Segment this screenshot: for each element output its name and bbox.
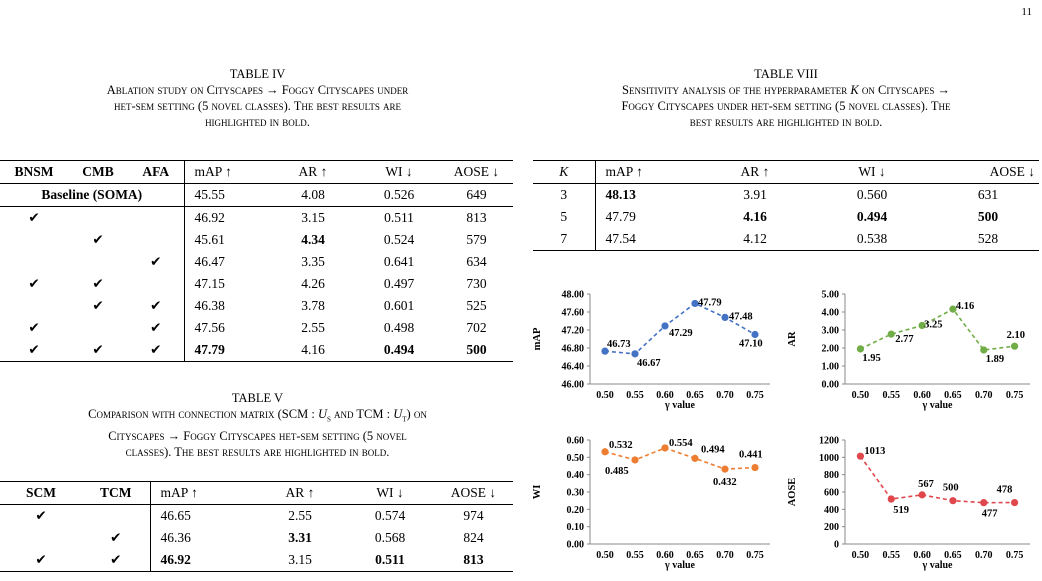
y-axis-label: mAP <box>532 327 543 351</box>
table5-cell: 46.36 <box>150 527 254 549</box>
table4-cell: 47.56 <box>184 317 268 339</box>
y-tick-label: 5.00 <box>821 289 839 301</box>
table4-baseline-label: Baseline (SOMA) <box>41 187 143 202</box>
x-tick-label: 0.75 <box>746 390 764 401</box>
check-mark: ✔ <box>35 508 47 523</box>
table8-cell: 7 <box>560 231 568 246</box>
data-label: 1.95 <box>862 352 881 364</box>
table4-cell: 0.497 <box>383 276 415 291</box>
x-axis-label: γ value <box>922 400 953 411</box>
data-label: 2.10 <box>1006 330 1025 342</box>
check-mark <box>0 229 68 251</box>
table4-cell: 525 <box>466 298 487 313</box>
table5-cell: 0.568 <box>374 530 406 545</box>
x-tick-label: 0.70 <box>716 550 734 561</box>
table5-cell: 813 <box>463 552 484 567</box>
table-row <box>0 549 513 572</box>
gamma-sensitivity-charts <box>530 280 1042 580</box>
y-tick-label: 4.00 <box>821 307 839 319</box>
data-point <box>888 495 895 502</box>
table8-caption-line: Foggy Cityscapes under het-sem setting (5 novel classes). The <box>621 99 951 113</box>
table4-cell: 46.92 <box>184 207 268 230</box>
table-row <box>0 527 513 549</box>
y-tick-label: 800 <box>824 470 839 482</box>
check-mark: ✔ <box>150 342 162 357</box>
x-tick-label: 0.75 <box>746 550 764 561</box>
table4-header: AOSE ↓ <box>453 164 500 179</box>
data-label: 478 <box>996 484 1013 496</box>
x-tick-label: 0.60 <box>913 550 931 561</box>
table8-cell: 5 <box>560 209 568 224</box>
check-mark: ✔ <box>110 530 122 545</box>
table-row <box>0 295 513 317</box>
x-tick-label: 0.70 <box>975 390 993 401</box>
data-point <box>1011 343 1018 350</box>
table8-header: AOSE ↓ <box>989 164 1035 179</box>
check-mark <box>68 251 128 273</box>
check-mark <box>128 229 184 251</box>
x-tick-label: 0.50 <box>851 550 870 561</box>
y-tick-label: 46.80 <box>561 343 584 355</box>
table4-cell: 3.15 <box>301 210 325 225</box>
data-point <box>751 331 758 338</box>
y-tick-label: 2.00 <box>821 343 839 355</box>
data-label: 519 <box>893 505 909 517</box>
table8-cell: 4.12 <box>743 231 767 246</box>
table4-cell: 634 <box>466 254 487 269</box>
table8-header: WI ↓ <box>858 164 886 179</box>
table-row <box>533 228 1039 251</box>
data-label: 46.67 <box>637 357 661 369</box>
check-mark: ✔ <box>28 276 40 291</box>
x-tick-label: 0.60 <box>656 550 674 561</box>
x-tick-label: 0.70 <box>716 390 734 401</box>
table8-cell: 47.54 <box>595 228 703 251</box>
table5-caption-line: classes). The best results are highlighted in bold. <box>125 444 390 459</box>
table5 <box>0 481 513 572</box>
y-tick-label: 0.50 <box>566 452 584 464</box>
table4-cell: 46.47 <box>184 251 268 273</box>
table8-caption-line: best results are highlighted in bold. <box>689 115 883 129</box>
data-label: 46.73 <box>607 339 631 351</box>
table4-header: AR ↑ <box>298 164 328 179</box>
y-tick-label: 200 <box>824 522 839 534</box>
table4-header: AFA <box>142 164 170 179</box>
data-point <box>949 497 956 504</box>
table5-header: mAP ↑ <box>150 482 254 505</box>
data-label: 0.432 <box>713 477 737 489</box>
table4-cell: 45.55 <box>184 184 268 207</box>
check-mark <box>0 251 68 273</box>
table4-cell: 579 <box>466 232 487 247</box>
data-label: 4.16 <box>955 301 975 313</box>
data-point <box>661 322 668 329</box>
table8-header: mAP ↑ <box>595 161 703 184</box>
table5-caption-line: Cityscapes → Foggy Cityscapes het-sem setting (5 novel <box>108 428 407 443</box>
data-label: 1013 <box>864 446 886 458</box>
table8-cell: 528 <box>977 231 999 246</box>
data-point <box>1011 499 1018 506</box>
y-tick-label: 0.00 <box>821 379 839 391</box>
table4-caption-line: Ablation study on Cityscapes → Foggy Cityscapes under <box>106 83 409 97</box>
table-row <box>0 251 513 273</box>
x-tick-label: 0.55 <box>626 550 644 561</box>
y-tick-label: 1.00 <box>821 361 839 373</box>
table4-cell: 0.526 <box>383 187 415 202</box>
data-point <box>631 350 638 357</box>
y-axis-label: WI <box>532 484 543 500</box>
table4-caption-line: het-sem setting (5 novel classes). The best results are <box>114 99 401 113</box>
check-mark: ✔ <box>35 552 47 567</box>
table4-cell: 813 <box>466 210 487 225</box>
table4 <box>0 160 513 362</box>
x-tick-label: 0.55 <box>626 390 644 401</box>
table5-cell: 0.574 <box>374 508 406 523</box>
table4-header: mAP ↑ <box>184 161 268 184</box>
check-mark: ✔ <box>150 298 162 313</box>
table8-header: AR ↑ <box>740 164 770 179</box>
data-point <box>721 466 728 473</box>
table4-cell: 4.26 <box>301 276 325 291</box>
table-row <box>0 505 513 528</box>
table-row <box>533 184 1039 207</box>
table4-cell: 3.35 <box>301 254 325 269</box>
data-label: 477 <box>981 508 998 520</box>
check-mark: ✔ <box>110 552 122 567</box>
check-mark: ✔ <box>92 232 104 247</box>
table4-cell: 3.78 <box>301 298 325 313</box>
x-tick-label: 0.65 <box>944 390 962 401</box>
data-point <box>601 448 608 455</box>
y-tick-label: 400 <box>824 504 839 516</box>
check-mark: ✔ <box>150 320 162 335</box>
check-mark <box>68 207 128 230</box>
data-label: 500 <box>942 482 959 494</box>
data-point <box>721 314 728 321</box>
table5-cell: 3.15 <box>288 552 312 567</box>
x-tick-label: 0.50 <box>596 550 614 561</box>
table4-cell: 4.08 <box>301 187 325 202</box>
table4-caption <box>0 66 515 130</box>
x-tick-label: 0.65 <box>944 550 962 561</box>
table-row <box>0 207 513 230</box>
table5-cell: 824 <box>463 530 484 545</box>
table4-cell: 47.79 <box>184 339 268 362</box>
data-label: 1.89 <box>985 353 1005 365</box>
data-label: 0.441 <box>739 449 763 461</box>
check-mark <box>128 207 184 230</box>
y-tick-label: 0.60 <box>566 435 584 447</box>
data-point <box>888 331 895 338</box>
data-label: 47.79 <box>698 297 722 309</box>
table-row <box>0 273 513 295</box>
table5-header: TCM <box>100 485 132 500</box>
series-line <box>860 456 1014 502</box>
table8-header: K <box>559 164 569 179</box>
data-label: 47.29 <box>669 327 693 339</box>
table8 <box>533 160 1039 251</box>
table8-title: TABLE VIII <box>754 67 818 81</box>
data-point <box>751 464 758 471</box>
table-row <box>0 229 513 251</box>
table8-cell: 500 <box>977 209 999 224</box>
table8-cell: 47.79 <box>595 206 703 228</box>
check-mark: ✔ <box>28 342 40 357</box>
table5-cell: 46.65 <box>150 505 254 528</box>
y-tick-label: 3.00 <box>821 325 839 337</box>
table5-cell: 2.55 <box>288 508 312 523</box>
table4-cell: 46.38 <box>184 295 268 317</box>
data-label: 47.48 <box>729 311 753 323</box>
data-point <box>980 499 987 506</box>
table4-cell: 45.61 <box>184 229 268 251</box>
data-point <box>980 346 987 353</box>
x-axis-label: γ value <box>665 400 695 411</box>
table4-cell: 0.641 <box>383 254 415 269</box>
check-mark <box>128 273 184 295</box>
table5-header: AOSE ↓ <box>450 485 497 500</box>
data-point <box>661 444 668 451</box>
y-tick-label: 48.00 <box>561 289 584 301</box>
table4-caption-line: highlighted in bold. <box>205 115 310 129</box>
table-row <box>0 317 513 339</box>
y-tick-label: 0.30 <box>566 487 584 499</box>
x-tick-label: 0.65 <box>686 390 704 401</box>
y-tick-label: 47.20 <box>561 325 584 337</box>
y-tick-label: 1000 <box>819 452 839 464</box>
table-row <box>0 339 513 362</box>
table8-cell: 631 <box>977 187 999 202</box>
check-mark: ✔ <box>92 276 104 291</box>
table4-header: BNSM <box>14 164 54 179</box>
table4-cell: 0.524 <box>383 232 415 247</box>
check-mark <box>68 317 128 339</box>
table5-cell: 46.92 <box>150 549 254 572</box>
table5-header: SCM <box>26 485 56 500</box>
check-mark: ✔ <box>92 298 104 313</box>
table5-header: WI ↓ <box>376 485 404 500</box>
data-label: 567 <box>918 478 934 490</box>
table4-cell: 4.34 <box>301 232 325 247</box>
check-mark <box>0 527 82 549</box>
data-point <box>918 491 925 498</box>
data-point <box>691 455 698 462</box>
table5-cell: 3.31 <box>288 530 312 545</box>
data-label: 3.25 <box>924 319 943 331</box>
table4-cell: 47.15 <box>184 273 268 295</box>
data-point <box>857 453 864 460</box>
data-label: 0.554 <box>669 437 693 449</box>
x-tick-label: 0.75 <box>1005 390 1024 401</box>
table4-cell: 0.494 <box>383 342 415 357</box>
check-mark: ✔ <box>150 254 162 269</box>
y-tick-label: 1200 <box>819 435 839 447</box>
table5-header: AR ↑ <box>285 485 315 500</box>
x-tick-label: 0.55 <box>882 390 900 401</box>
table4-header: CMB <box>82 164 114 179</box>
y-tick-label: 0 <box>834 539 839 551</box>
check-mark: ✔ <box>28 320 40 335</box>
y-tick-label: 0.10 <box>566 522 584 534</box>
y-tick-label: 0.40 <box>566 470 584 482</box>
table8-cell: 3.91 <box>743 187 767 202</box>
page-number: 11 <box>1021 6 1032 18</box>
table5-caption-line: Comparison with connection matrix (SCM : $U_s$ and TCM : $U_t$) on <box>88 407 427 425</box>
check-mark: ✔ <box>28 210 40 225</box>
data-point <box>857 345 864 352</box>
table5-caption <box>0 390 515 460</box>
table8-caption <box>530 66 1042 130</box>
table4-cell: 0.498 <box>383 320 415 335</box>
data-label: 0.485 <box>605 465 629 477</box>
table8-caption-line: Sensitivity analysis of the hyperparameter K on Cityscapes → <box>622 83 950 97</box>
table-row <box>533 206 1039 228</box>
y-tick-label: 46.40 <box>561 361 584 373</box>
x-tick-label: 0.55 <box>882 550 900 561</box>
y-tick-label: 0.00 <box>566 539 584 551</box>
x-axis-label: γ value <box>665 560 695 571</box>
y-tick-label: 46.00 <box>561 379 584 391</box>
x-tick-label: 0.60 <box>913 390 931 401</box>
table4-cell: 500 <box>466 342 487 357</box>
check-mark <box>0 295 68 317</box>
table5-title: TABLE V <box>231 391 284 405</box>
table4-cell: 649 <box>466 187 487 202</box>
table4-cell: 730 <box>466 276 487 291</box>
y-tick-label: 600 <box>824 487 839 499</box>
table4-cell: 702 <box>466 320 487 335</box>
data-label: 2.77 <box>895 334 914 346</box>
table4-cell: 4.16 <box>301 342 325 357</box>
y-axis-label: AR <box>787 331 798 347</box>
table5-cell: 974 <box>463 508 484 523</box>
table4-header: WI ↓ <box>385 164 413 179</box>
x-tick-label: 0.70 <box>975 550 993 561</box>
x-tick-label: 0.60 <box>656 390 674 401</box>
y-tick-label: 0.20 <box>566 504 584 516</box>
y-axis-label: AOSE <box>787 477 798 507</box>
data-label: 47.10 <box>739 338 763 350</box>
data-point <box>631 456 638 463</box>
table4-title: TABLE IV <box>229 67 286 81</box>
check-mark <box>82 505 150 528</box>
x-tick-label: 0.50 <box>851 390 870 401</box>
table8-cell: 48.13 <box>595 184 703 207</box>
table8-cell: 0.494 <box>856 209 888 224</box>
data-label: 0.532 <box>609 439 633 451</box>
table8-cell: 3 <box>560 187 568 202</box>
y-tick-label: 47.60 <box>561 307 584 319</box>
table5-cell: 0.511 <box>375 552 405 567</box>
table8-cell: 4.16 <box>743 209 767 224</box>
check-mark: ✔ <box>92 342 104 357</box>
table8-cell: 0.538 <box>856 231 888 246</box>
x-tick-label: 0.75 <box>1005 550 1024 561</box>
table4-cell: 2.55 <box>301 320 325 335</box>
table4-cell: 0.601 <box>383 298 415 313</box>
table8-cell: 0.560 <box>856 187 888 202</box>
data-label: 0.494 <box>701 444 725 456</box>
x-axis-label: γ value <box>922 560 953 571</box>
table4-cell: 0.511 <box>384 210 414 225</box>
x-tick-label: 0.50 <box>596 390 614 401</box>
x-tick-label: 0.65 <box>686 550 704 561</box>
